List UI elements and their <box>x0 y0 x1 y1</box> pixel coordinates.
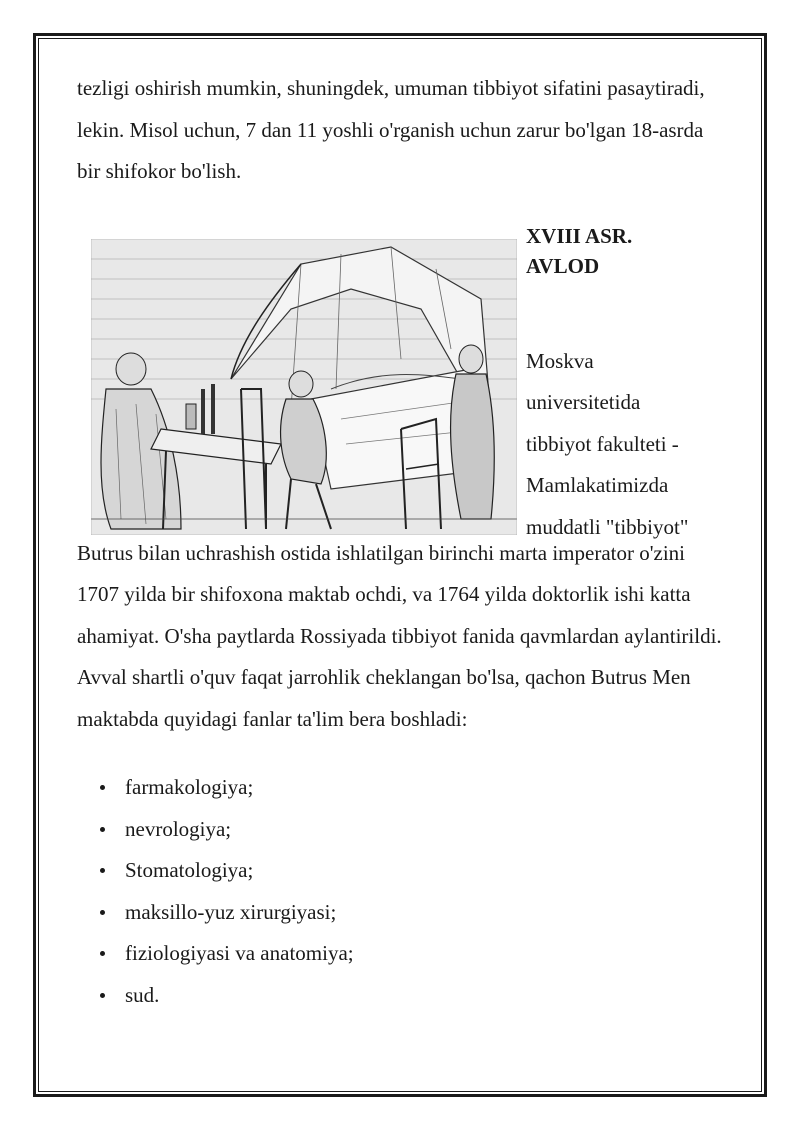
list-item <box>77 933 727 975</box>
side-line: universitetida <box>526 390 641 414</box>
list-item <box>77 767 727 809</box>
list-item <box>77 809 727 851</box>
section-heading-line2: AVLOD <box>526 253 600 278</box>
section-heading <box>526 221 726 281</box>
page-content <box>77 68 727 1016</box>
list-item <box>77 975 727 1017</box>
list-item-text: maksillo-yuz xirurgiyasi; <box>125 899 337 924</box>
side-column <box>526 221 726 549</box>
figure-block <box>77 221 727 539</box>
bullet-icon <box>100 993 105 998</box>
list-item-text: farmakologiya; <box>125 775 254 799</box>
side-text <box>526 341 726 549</box>
body-paragraph: Butrus bilan uchrashish ostida ishlatilgan birinchi marta imperator o'zini 1707 yilda bir shifoxona maktab ochdi, va 1764 yilda doktorlik ishi katta ahamiyat. O'sha paytlarda Rossiyada tibbiyot fanida qavmlardan aylantirildi. Avval shartli o'quv faqat jarrohlik cheklangan bo'lsa, qachon Butrus Men maktabda quyidagi fanlar ta'lim bera boshladi: <box>77 540 722 731</box>
side-line: Moskva <box>526 348 594 373</box>
sickbed-engraving-illustration <box>91 239 517 535</box>
list-item-text: nevrologiya; <box>125 816 232 841</box>
list-item-text: sud. <box>125 982 160 1007</box>
subjects-list <box>77 767 727 1016</box>
bullet-icon <box>100 910 105 915</box>
list-item-text: fiziologiyasi va anatomiya; <box>125 941 354 965</box>
bullet-icon <box>100 951 105 956</box>
bullet-icon <box>100 785 105 790</box>
section-heading-line1: XVIII ASR. <box>526 223 633 248</box>
side-line: muddatli "tibbiyot" <box>526 514 689 539</box>
bullet-icon <box>100 827 105 832</box>
list-item <box>77 850 727 892</box>
list-item <box>77 892 727 934</box>
side-line: tibbiyot fakulteti - <box>526 431 679 456</box>
bullet-icon <box>100 868 105 873</box>
side-line: Mamlakatimizda <box>526 473 669 497</box>
list-item-text: Stomatologiya; <box>125 858 254 882</box>
intro-paragraph: tezligi oshirish mumkin, shuningdek, umuman tibbiyot sifatini pasaytiradi, lekin. Misol uchun, 7 dan 11 yoshli o'rganish uchun zarur bo'lgan 18-asrda bir shifokor bo'lish. <box>77 76 705 183</box>
